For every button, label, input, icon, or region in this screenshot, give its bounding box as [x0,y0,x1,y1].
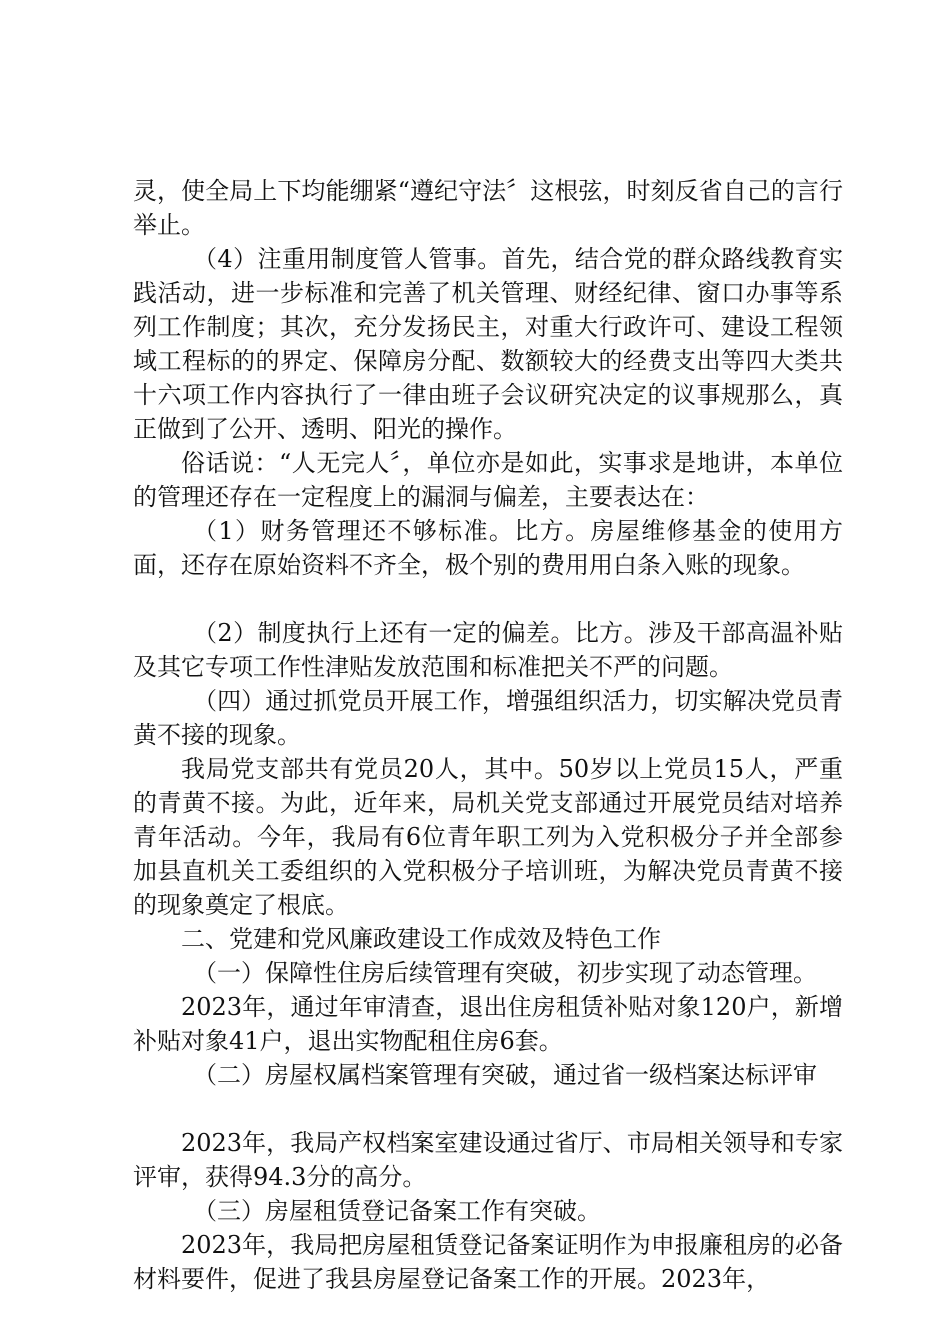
paragraph: 俗话说：“人无完人〞，单位亦是如此，实事求是地讲，本单位的管理还存在一定程度上的漏洞与偏差，主要表达在： [133,449,843,511]
paragraph: （4）注重用制度管人管事。首先，结合党的群众路线教育实践活动，进一步标准和完善了机关管理、财经纪律、窗口办事等系列工作制度；其次，充分发扬民主，对重大行政许可、建设工程领域工程标的的界定、保障房分配、数额较大的经费支出等四大类共十六项工作内容执行了一律由班子会议研究决定的议事规那么，真正做到了公开、透明、阳光的操作。 [133,245,843,443]
paragraph: （2）制度执行上还有一定的偏差。比方。涉及干部高温补贴及其它专项工作性津贴发放范围和标准把关不严的问题。 [133,619,843,681]
subsection-heading: （三）房屋租赁登记备案工作有突破。 [193,1197,601,1225]
document-body [133,174,843,1296]
paragraph: 我局党支部共有党员20人，其中。50岁以上党员15人，严重的青黄不接。为此，近年来，局机关党支部通过开展党员结对培养青年活动。今年，我局有6位青年职工列为入党积极分子并全部参加县直机关工委组织的入党积极分子培训班，为解决党员青黄不接的现象奠定了根底。 [133,755,843,919]
subsection-heading: （二）房屋权属档案管理有突破，通过省一级档案达标评审 [193,1061,817,1089]
blank-line [133,1092,843,1126]
paragraph: （1）财务管理还不够标准。比方。房屋维修基金的使用方面，还存在原始资料不齐全，极个别的费用用白条入账的现象。 [133,517,843,579]
paragraph: （四）通过抓党员开展工作，增强组织活力，切实解决党员青黄不接的现象。 [133,687,843,749]
paragraph: 灵，使全局上下均能绷紧“遵纪守法〞这根弦，时刻反省自己的言行举止。 [133,177,843,239]
paragraph: 2023年，通过年审清查，退出住房租赁补贴对象120户，新增补贴对象41户，退出实物配租住房6套。 [133,993,843,1055]
paragraph: 2023年，我局把房屋租赁登记备案证明作为申报廉租房的必备材料要件，促进了我县房屋登记备案工作的开展。2023年， [133,1231,843,1293]
paragraph: 2023年，我局产权档案室建设通过省厅、市局相关领导和专家评审，获得94.3分的高分。 [133,1129,843,1191]
blank-line [133,582,843,616]
section-heading: 二、党建和党风廉政建设工作成效及特色工作 [181,925,661,953]
subsection-heading: （一）保障性住房后续管理有突破，初步实现了动态管理。 [193,959,817,987]
